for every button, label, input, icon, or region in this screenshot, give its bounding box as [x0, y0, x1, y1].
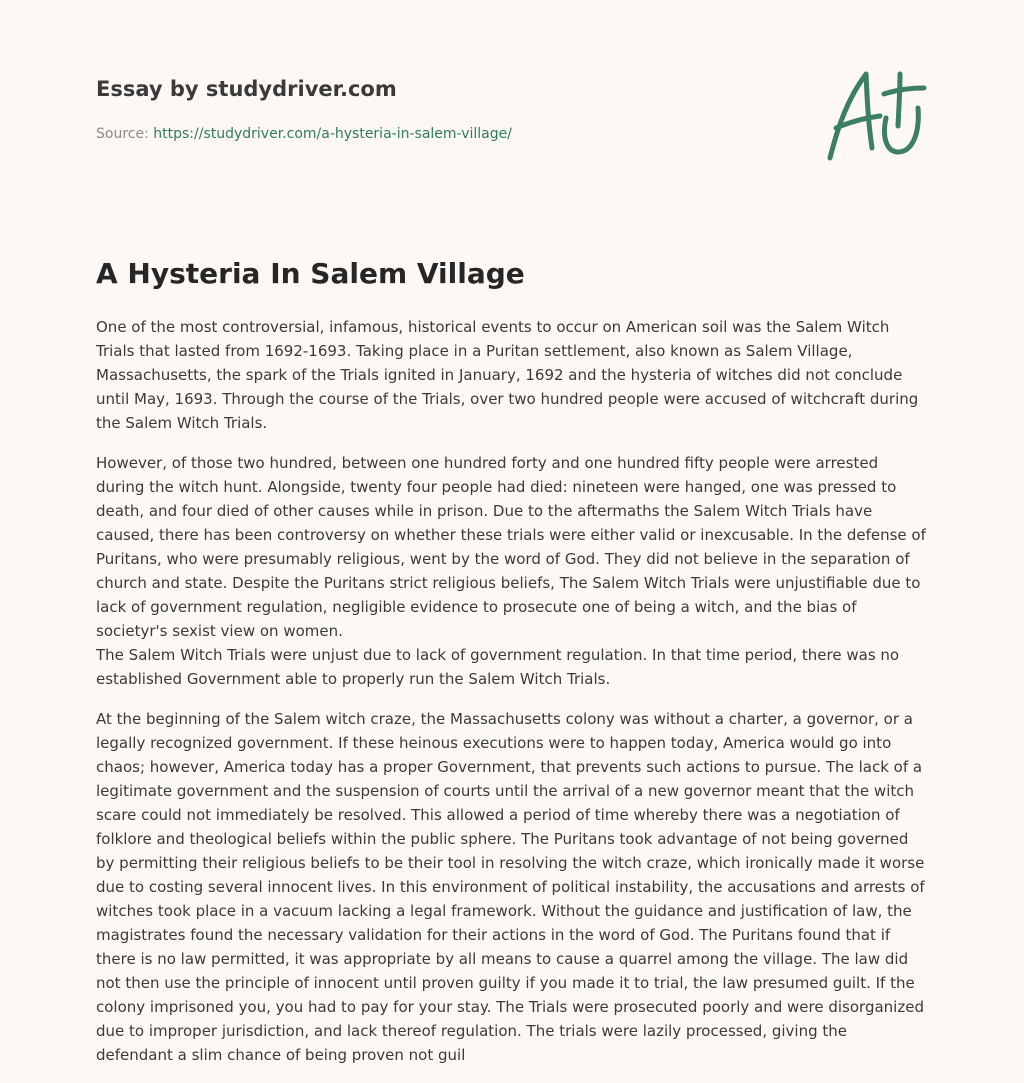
a-plus-grade-icon: [820, 66, 930, 166]
essay-body: [96, 315, 928, 1083]
paragraph: However, of those two hundred, between one hundred forty and one hundred fifty people were arrested during the witch hunt. Alongside, twenty four people had died: nineteen were hanged, one was pressed to death, and four died of other causes while in prison. Due to the aftermaths the Salem Witch Trials have caused, there has been controversy on whether these trials were either valid or inexcusable. In the defense of Puritans, who were presumably religious, went by the word of God. They did not believe in the separation of church and state. Despite the Puritans strict religious beliefs, The Salem Witch Trials were unjustifiable due to lack of government regulation, negligible evidence to prosecute one of being a witch, and the bias of societyr's sexist view on women.: [96, 454, 926, 640]
source-label: Source:: [96, 126, 154, 142]
source-link[interactable]: https://studydriver.com/a-hysteria-in-salem-village/: [153, 126, 512, 142]
essay-title: A Hysteria In Salem Village: [96, 257, 525, 290]
source-line: [96, 124, 796, 144]
paragraph: The Salem Witch Trials were unjust due to lack of government regulation. In that time period, there was no established Government able to properly run the Salem Witch Trials.: [96, 646, 900, 688]
site-brand: Essay by studydriver.com: [96, 77, 397, 101]
paragraph: One of the most controversial, infamous, historical events to occur on American soil was the Salem Witch Trials that lasted from 1692-1693. Taking place in a Puritan settlement, also known as Salem Village, Massachusetts, the spark of the Trials ignited in January, 1692 and the hysteria of witches did not conclude until May, 1693. Through the course of the Trials, over two hundred people were accused of witchcraft during the Salem Witch Trials.: [96, 318, 919, 432]
essay-header: [96, 74, 796, 144]
paragraph: At the beginning of the Salem witch craze, the Massachusetts colony was without a charter, a governor, or a legally recognized government. If these heinous executions were to happen today, America would go into chaos; however, America today has a proper Government, that prevents such actions to pursue. The lack of a legitimate government and the suspension of courts until the arrival of a new governor meant that the witch scare could not immediately be resolved. This allowed a period of time whereby there was a negotiation of folklore and theological beliefs within the public sphere. The Puritans took advantage of not being governed by permitting their religious beliefs to be their tool in resolving the witch craze, which ironically made it worse due to costing several innocent lives. In this environment of political instability, the accusations and arrests of witches took place in a vacuum lacking a legal framework. Without the guidance and justification of law, the magistrates found the necessary validation for their actions in the word of God. The Puritans found that if there is no law permitted, it was appropriate by all means to cause a quarrel among the village. The law did not then use the principle of innocent until proven guilty if you made it to trial, the law presumed guilt. If the colony imprisoned you, you had to pay for your stay. The Trials were prosecuted poorly and were disorganized due to improper jurisdiction, and lack thereof regulation. The trials were lazily processed, giving the defendant a slim chance of being proven not guil: [96, 710, 925, 1064]
